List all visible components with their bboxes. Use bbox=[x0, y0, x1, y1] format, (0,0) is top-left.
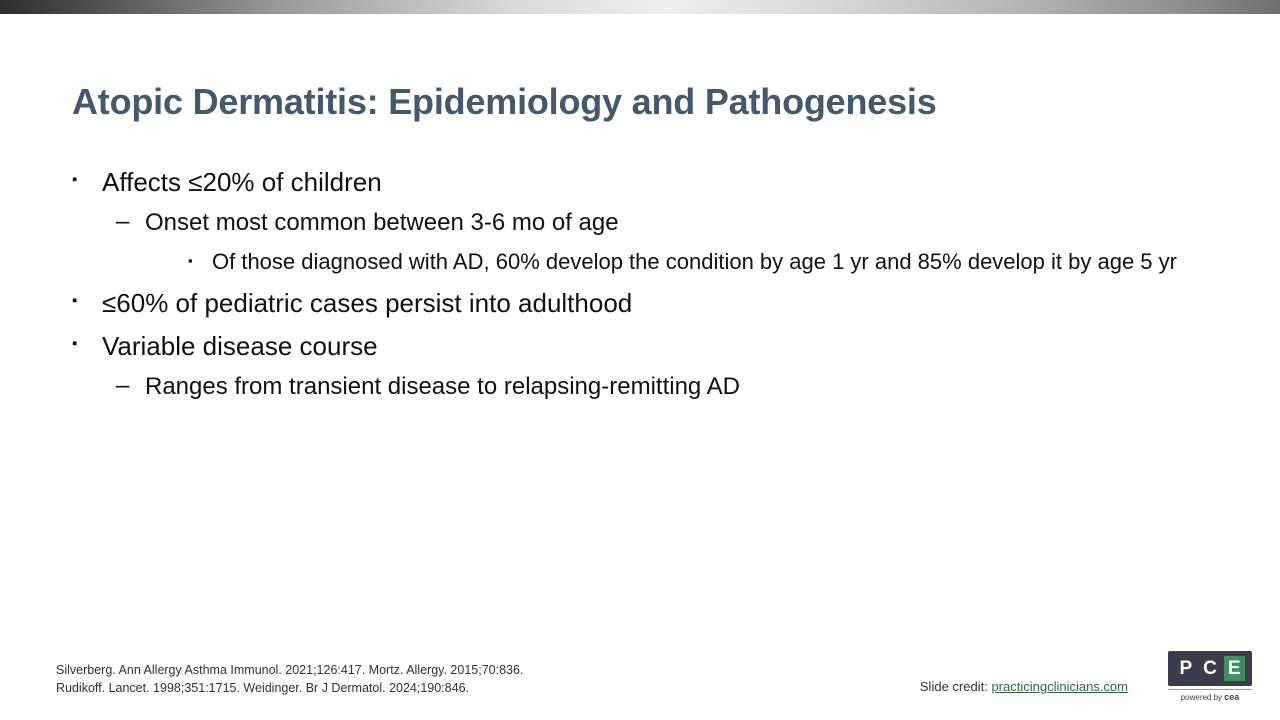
slide-top-bar-edge bbox=[0, 14, 1280, 16]
bullet-level2 bbox=[116, 208, 1212, 239]
bullet-text: Of those diagnosed with AD, 60% develop the condition by age 1 yr and 85% develop it by age 5 yr bbox=[212, 248, 1177, 274]
bullet-square-icon: ▪ bbox=[72, 334, 78, 352]
logo-caption-prefix: powered by bbox=[1180, 693, 1225, 702]
bullet-level2 bbox=[116, 372, 1212, 403]
bullet-text: Onset most common between 3-6 mo of age bbox=[145, 209, 619, 237]
slide-credit-link[interactable]: practicingclinicians.com bbox=[991, 679, 1128, 694]
bullet-square-icon: ▪ bbox=[188, 252, 193, 268]
reference-line: Rudikoff. Lancet. 1998;351:1715. Weidinger. Br J Dermatol. 2024;190:846. bbox=[56, 681, 470, 696]
logo-caption bbox=[1168, 689, 1252, 702]
pce-logo-badges bbox=[1168, 651, 1252, 686]
bullet-level3 bbox=[188, 248, 1212, 277]
bullet-dash-icon: – bbox=[116, 372, 130, 400]
logo-caption-brand: cea bbox=[1224, 692, 1240, 702]
bullet-text: ≤60% of pediatric cases persist into adulthood bbox=[102, 287, 633, 318]
slide-credit bbox=[920, 679, 1128, 694]
bullet-level1 bbox=[72, 330, 1212, 363]
slide-top-gradient-bar bbox=[0, 0, 1280, 14]
slide-body bbox=[72, 156, 1212, 403]
bullet-text: Ranges from transient disease to relapsing-remitting AD bbox=[145, 373, 740, 401]
pce-logo bbox=[1168, 651, 1252, 702]
logo-letter-c: C bbox=[1203, 658, 1217, 679]
reference-line: Silverberg. Ann Allergy Asthma Immunol. 2021;126:417. Mortz. Allergy. 2015;70:836. bbox=[56, 662, 524, 677]
reference-citations bbox=[56, 661, 523, 699]
bullet-level1 bbox=[72, 166, 1212, 199]
bullet-level1 bbox=[72, 287, 1212, 320]
bullet-text: Variable disease course bbox=[102, 330, 378, 361]
page-title: Atopic Dermatitis: Epidemiology and Pathogenesis bbox=[72, 81, 937, 123]
bullet-square-icon: ▪ bbox=[72, 171, 78, 188]
logo-letter-e: E bbox=[1224, 656, 1245, 681]
bullet-text: Affects ≤20% of children bbox=[102, 167, 382, 197]
logo-letter-p: P bbox=[1179, 658, 1193, 679]
bullet-square-icon: ▪ bbox=[72, 291, 78, 309]
slide-credit-label: Slide credit: bbox=[919, 679, 988, 694]
bullet-dash-icon: – bbox=[116, 208, 130, 236]
